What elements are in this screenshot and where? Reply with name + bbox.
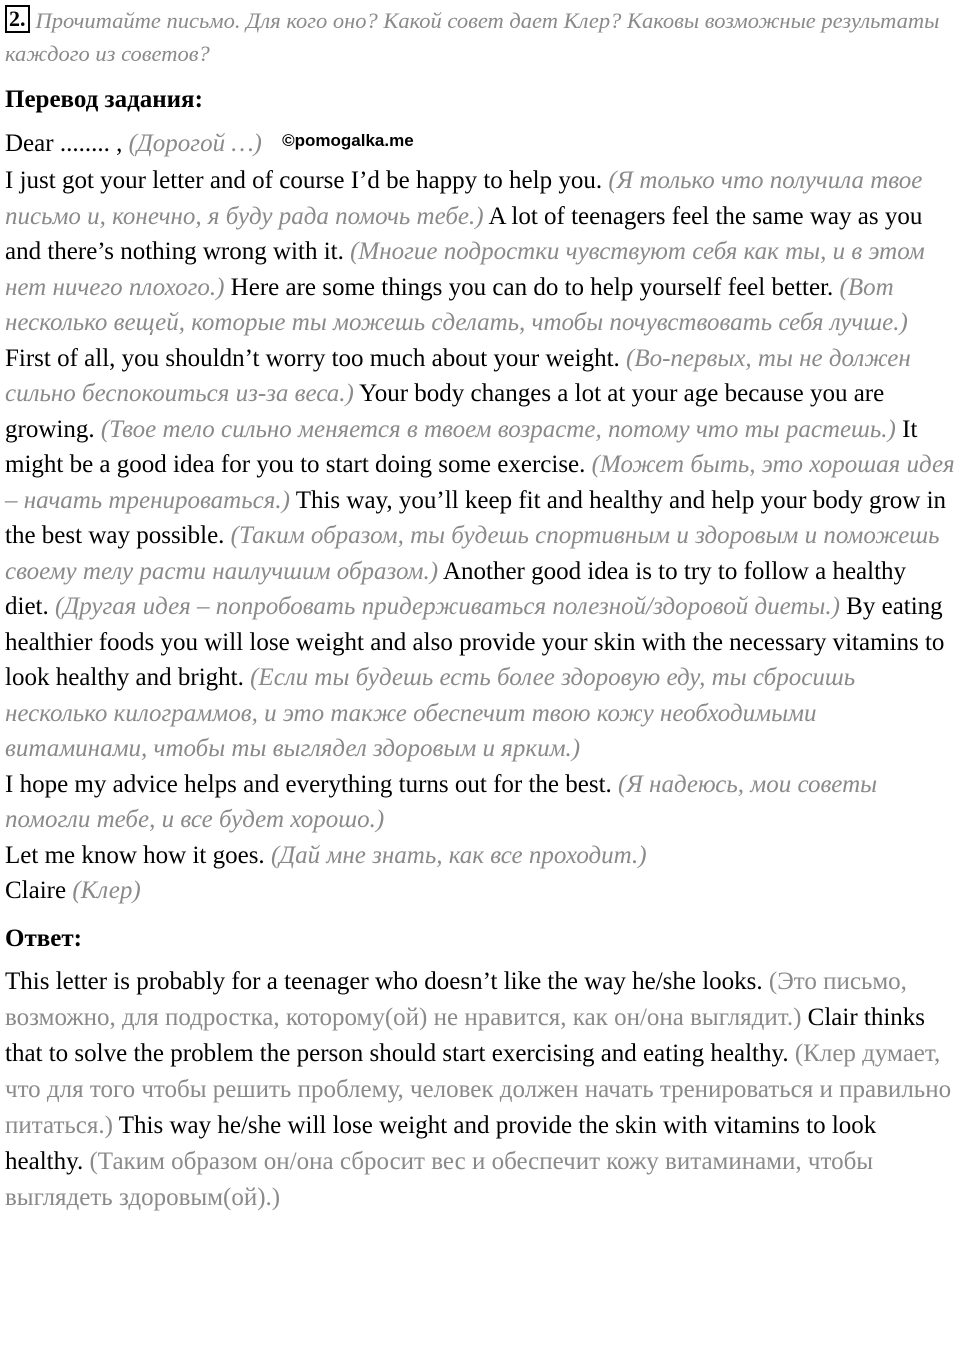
sentence-ru: (Твое тело сильно меняется в твоем возрасте, потому что ты растешь.) [100, 415, 896, 443]
letter-paragraph-2 [5, 341, 956, 767]
sentence-en: I just got your letter and of course I’d be happy to help you. [5, 167, 603, 194]
letter [5, 126, 956, 909]
sentence-en: Another good idea is to try to follow a healthy diet. [5, 557, 907, 620]
greeting-en: Dear ........ , [5, 129, 123, 157]
letter-paragraph-4 [5, 838, 956, 874]
sentence-en: Let me know how it goes. [5, 841, 265, 869]
sentence-en: A lot of teenagers feel the same way as you and there’s nothing wrong with it. [5, 202, 923, 265]
sentence-ru: (Другая идея – попробовать придерживаться полезной/здоровой диеты.) [55, 593, 840, 620]
answer [5, 964, 956, 1216]
sentence-ru: (Дай мне знать, как все проходит.) [270, 841, 647, 869]
answer-ru: (Клер думает, что для того чтобы решить проблему, человек должен начать тренироваться и правильно питаться.) [5, 1040, 952, 1139]
sentence-ru: (Я надеюсь, мои советы помогли тебе, и все будет хорошо.) [5, 770, 878, 833]
sentence-ru: (Таким образом, ты будешь спортивным и здоровым и поможешь своему телу расти наилучшим образом.) [5, 522, 940, 585]
sentence-en: Your body changes a lot at your age because you are growing. [5, 380, 885, 443]
sentence-en: It might be a good idea for you to start doing some exercise. [5, 415, 918, 478]
sentence-ru: (Вот несколько вещей, которые ты можешь сделать, чтобы почувствовать себя лучше.) [5, 273, 908, 336]
sentence-en: This way, you’ll keep fit and healthy and help your body grow in the best way possible. [5, 486, 947, 549]
answer-paragraph [5, 964, 956, 1216]
sentence-en: I hope my advice helps and everything turns out for the best. [5, 770, 612, 798]
sentence-ru: (Во-первых, ты не должен сильно беспокоиться из-за веса.) [5, 344, 911, 407]
letter-greeting [5, 126, 956, 164]
translation-title: Перевод задания: [5, 86, 203, 113]
answer-title: Ответ: [5, 924, 82, 952]
letter-signature [5, 873, 956, 909]
sentence-ru: (Многие подростки чувствуют себя как ты, и в этом нет ничего плохого.) [5, 238, 925, 301]
answer-ru: (Это письмо, возможно, для подростка, которому(ой) не нравится, как он/она выглядит.) [5, 968, 907, 1031]
letter-paragraph-3 [5, 767, 956, 838]
sentence-en: By eating healthier foods you will lose weight and also provide your skin with the necessary vitamins to look healthy and bright. [5, 593, 945, 691]
answer-en: This way he/she will lose weight and provide the skin with vitamins to look healthy. [5, 1112, 877, 1175]
answer-en: This letter is probably for a teenager who doesn’t like the way he/she looks. [5, 968, 763, 995]
sentence-en: Here are some things you can do to help yourself feel better. [230, 273, 834, 301]
task-header [5, 4, 956, 70]
sentence-ru: (Я только что получила твое письмо и, конечно, я буду рада помочь тебе.) [5, 167, 923, 230]
watermark: ©pomogalka.me [282, 130, 414, 150]
greeting-ru: (Дорогой …) [128, 129, 262, 157]
answer-en: Clair thinks that to solve the problem the person should start exercising and eating healthy. [5, 1004, 926, 1067]
task-text: Прочитайте письмо. Для кого оно? Какой совет дает Клер? Каковы возможные результаты каждого из советов? [5, 8, 940, 66]
answer-ru: (Таким образом он/она сбросит вес и обеспечит кожу витаминами, чтобы выглядеть здоровым(ой).) [5, 1148, 874, 1211]
signature-ru: (Клер) [72, 877, 141, 904]
sentence-en: First of all, you shouldn’t worry too much about your weight. [5, 344, 620, 372]
task-number: 2. [5, 5, 30, 33]
letter-paragraph-1 [5, 163, 956, 341]
sentence-ru: (Если ты будешь есть более здоровую еду, ты сбросишь несколько килограммов, и это также обеспечит твою кожу необходимыми витаминами, чтобы ты выглядел здоровым и ярким.) [5, 664, 856, 762]
sentence-ru: (Может быть, это хорошая идея – начать тренироваться.) [5, 451, 955, 514]
signature-en: Claire [5, 877, 67, 904]
